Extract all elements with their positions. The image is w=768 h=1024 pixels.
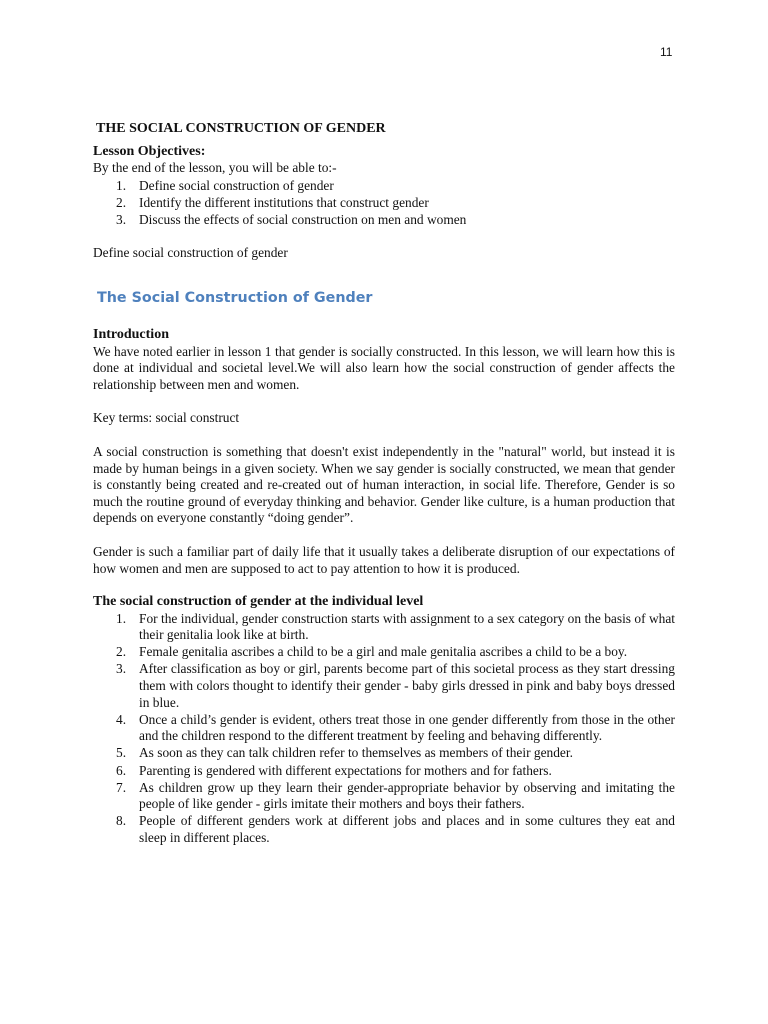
objective-text: Define social construction of gender	[139, 177, 334, 193]
individual-level-heading: The social construction of gender at the individual level	[93, 594, 424, 610]
page-number: 11	[660, 45, 673, 59]
list-item-text: As children grow up they learn their gender-appropriate behavior by observing and imitating the people of like gender - girls imitate their mothers and boys their fathers.	[139, 779, 675, 812]
list-item-text: Parenting is gendered with different expectations for mothers and for fathers.	[139, 762, 552, 778]
list-item: 2. Female genitalia ascribes a child to be a girl and male genitalia ascribes a child to be a boy.	[116, 644, 628, 660]
list-item-text: For the individual, gender construction starts with assignment to a sex category on the basis of what their genitalia look like at birth.	[139, 610, 675, 643]
introduction-text: We have noted earlier in lesson 1 that gender is socially constructed. In this lesson, we will learn how this is done at individual and societal level.We will also learn how the social construction of gender affects the relationship between men and women.	[93, 343, 675, 392]
individual-level-list	[93, 611, 675, 847]
section-heading: The Social Construction of Gender	[97, 290, 373, 307]
list-item: 4. Once a child’s gender is evident, others treat those in one gender differently from those in the other and the children respond to the different treatment by feeling and behaving differently.	[116, 711, 675, 744]
list-item: 5. As soon as they can talk children refer to themselves as members of their gender.	[116, 745, 573, 761]
list-item: 3. Discuss the effects of social construction on men and women	[116, 211, 467, 227]
list-item: 1. For the individual, gender construction starts with assignment to a sex category on the basis of what their genitalia look like at birth.	[116, 610, 675, 643]
list-item-text: After classification as boy or girl, parents become part of this societal process as they start dressing them with colors thought to identify their gender - baby girls dressed in pink and baby boys dressed in blue.	[139, 661, 675, 710]
list-item-text: As soon as they can talk children refer to themselves as members of their gender.	[139, 745, 573, 761]
list-item: 2. Identify the different institutions that construct gender	[116, 194, 429, 210]
list-item: 1. Define social construction of gender	[116, 177, 334, 193]
objectives-list	[93, 177, 675, 228]
objective-text: Discuss the effects of social construction on men and women	[139, 211, 467, 227]
define-line: Define social construction of gender	[93, 244, 288, 260]
document-title: THE SOCIAL CONSTRUCTION OF GENDER	[96, 121, 386, 136]
list-item: 8. People of different genders work at different jobs and places and in some cultures they eat and sleep in different places.	[116, 813, 675, 845]
list-item: 6. Parenting is gendered with different expectations for mothers and for fathers.	[116, 762, 552, 778]
introduction-heading: Introduction	[93, 326, 169, 342]
list-item: 7. As children grow up they learn their gender-appropriate behavior by observing and imitating the people of like gender - girls imitate their mothers and boys their fathers.	[116, 779, 675, 812]
list-item-text: Female genitalia ascribes a child to be a girl and male genitalia ascribes a child to be a boy.	[139, 644, 628, 660]
paragraph-social-construction: A social construction is something that doesn't exist independently in the "natural" world, but instead it is made by human beings in a given society. When we say gender is socially constructed, we mean that gender is constantly being created and re-created out of human interaction, in social life. Therefore, Gender is so much the routine ground of everyday thinking and behavior. Gender like culture, is a human production that depends on everyone constantly “doing gender”.	[93, 443, 675, 526]
objectives-heading: Lesson Objectives:	[93, 143, 206, 159]
key-terms: Key terms: social construct	[93, 410, 240, 426]
objective-text: Identify the different institutions that construct gender	[139, 194, 429, 210]
list-item: 3. After classification as boy or girl, parents become part of this societal process as they start dressing them with colors thought to identify their gender - baby girls dressed in pink and baby boys dressed in blue.	[116, 661, 675, 710]
objectives-intro: By the end of the lesson, you will be able to:-	[93, 160, 337, 176]
page-content	[93, 121, 675, 847]
list-item-text: People of different genders work at different jobs and places and in some cultures they eat and sleep in different places.	[139, 813, 675, 845]
paragraph-familiar-part: Gender is such a familiar part of daily life that it usually takes a deliberate disruption of our expectations of how women and men are supposed to act to pay attention to how it is produced.	[93, 543, 675, 576]
list-item-text: Once a child’s gender is evident, others treat those in one gender differently from those in the other and the children respond to the different treatment by feeling and behaving differently.	[139, 711, 675, 744]
